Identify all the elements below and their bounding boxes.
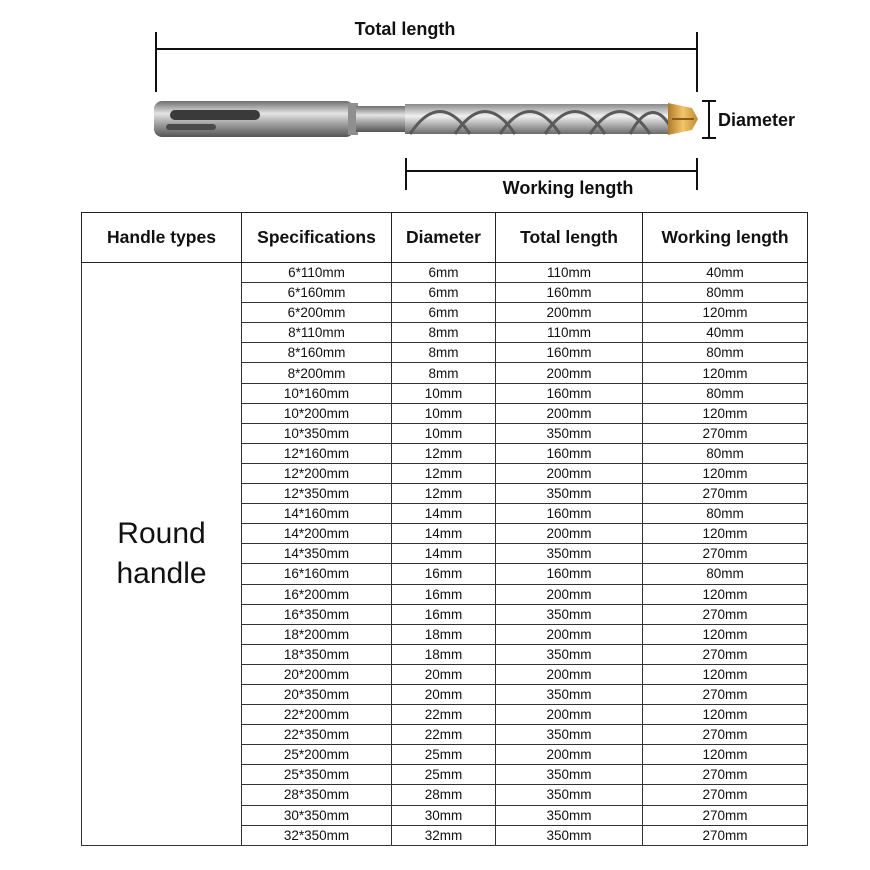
spec-cell: 6*200mm [242,303,392,323]
spec-cell: 8*160mm [242,343,392,363]
working-length-cell: 80mm [643,504,808,524]
working-length-dimension [406,158,697,198]
spec-cell: 12*200mm [242,463,392,483]
diameter-cell: 16mm [392,584,496,604]
working-length-cell: 120mm [643,664,808,684]
total-length-cell: 350mm [496,544,643,564]
diameter-cell: 10mm [392,423,496,443]
spec-cell: 30*350mm [242,805,392,825]
total-length-cell: 200mm [496,463,643,483]
working-length-label: Working length [502,178,634,198]
total-length-cell: 350mm [496,484,643,504]
spec-cell: 16*160mm [242,564,392,584]
working-length-cell: 80mm [643,443,808,463]
total-length-cell: 200mm [496,524,643,544]
diameter-cell: 16mm [392,604,496,624]
diameter-cell: 10mm [392,403,496,423]
spec-cell: 16*350mm [242,604,392,624]
spec-cell: 12*160mm [242,443,392,463]
total-length-cell: 200mm [496,403,643,423]
total-length-cell: 350mm [496,725,643,745]
spec-cell: 14*160mm [242,504,392,524]
working-length-cell: 120mm [643,524,808,544]
header-specifications: Specifications [242,213,392,263]
diameter-cell: 28mm [392,785,496,805]
working-length-cell: 270mm [643,544,808,564]
total-length-cell: 200mm [496,303,643,323]
total-length-cell: 350mm [496,604,643,624]
diameter-cell: 18mm [392,624,496,644]
total-length-cell: 350mm [496,785,643,805]
header-working-length: Working length [643,213,808,263]
spec-cell: 22*350mm [242,725,392,745]
total-length-cell: 350mm [496,825,643,845]
working-length-cell: 120mm [643,624,808,644]
total-length-dimension [156,19,697,92]
spec-cell: 32*350mm [242,825,392,845]
diameter-cell: 6mm [392,283,496,303]
working-length-cell: 120mm [643,463,808,483]
total-length-cell: 200mm [496,705,643,725]
total-length-cell: 110mm [496,323,643,343]
working-length-cell: 120mm [643,745,808,765]
spec-cell: 6*110mm [242,263,392,283]
working-length-cell: 270mm [643,725,808,745]
working-length-cell: 120mm [643,363,808,383]
diameter-cell: 12mm [392,463,496,483]
working-length-cell: 40mm [643,323,808,343]
table-header-row [82,213,808,263]
working-length-cell: 80mm [643,283,808,303]
working-length-cell: 270mm [643,684,808,704]
total-length-cell: 350mm [496,765,643,785]
spec-cell: 25*350mm [242,765,392,785]
spec-cell: 10*350mm [242,423,392,443]
table-row [82,263,808,283]
diameter-cell: 8mm [392,343,496,363]
spec-cell: 10*160mm [242,383,392,403]
header-diameter: Diameter [392,213,496,263]
spec-cell: 14*350mm [242,544,392,564]
diameter-cell: 18mm [392,644,496,664]
total-length-cell: 350mm [496,423,643,443]
specification-table [81,212,808,846]
working-length-cell: 270mm [643,765,808,785]
working-length-cell: 270mm [643,825,808,845]
total-length-cell: 160mm [496,564,643,584]
spec-cell: 22*200mm [242,705,392,725]
total-length-cell: 200mm [496,584,643,604]
total-length-cell: 200mm [496,664,643,684]
total-length-cell: 110mm [496,263,643,283]
working-length-cell: 80mm [643,343,808,363]
diameter-cell: 20mm [392,684,496,704]
diameter-cell: 8mm [392,323,496,343]
spec-cell: 6*160mm [242,283,392,303]
spec-cell: 20*350mm [242,684,392,704]
header-total-length: Total length [496,213,643,263]
working-length-cell: 270mm [643,644,808,664]
working-length-cell: 120mm [643,303,808,323]
working-length-cell: 40mm [643,263,808,283]
working-length-cell: 80mm [643,383,808,403]
diameter-cell: 16mm [392,564,496,584]
header-handle-types: Handle types [82,213,242,263]
total-length-cell: 350mm [496,684,643,704]
diameter-cell: 6mm [392,263,496,283]
diameter-cell: 22mm [392,725,496,745]
diameter-cell: 30mm [392,805,496,825]
diameter-cell: 25mm [392,745,496,765]
spec-cell: 10*200mm [242,403,392,423]
spec-cell: 8*110mm [242,323,392,343]
diameter-cell: 8mm [392,363,496,383]
total-length-cell: 160mm [496,383,643,403]
spec-cell: 20*200mm [242,664,392,684]
diameter-cell: 14mm [392,524,496,544]
handle-type-cell: Round handle [82,263,242,846]
working-length-cell: 270mm [643,484,808,504]
diameter-cell: 20mm [392,664,496,684]
diameter-label: Diameter [718,110,796,130]
diameter-cell: 12mm [392,443,496,463]
working-length-cell: 120mm [643,403,808,423]
spec-cell: 12*350mm [242,484,392,504]
diameter-cell: 32mm [392,825,496,845]
diameter-cell: 6mm [392,303,496,323]
sds-drill-bit-icon [154,101,698,137]
total-length-cell: 200mm [496,745,643,765]
drill-bit-diagram [0,0,870,210]
total-length-label: Total length [354,19,456,39]
spec-cell: 16*200mm [242,584,392,604]
diameter-cell: 14mm [392,504,496,524]
working-length-cell: 270mm [643,805,808,825]
total-length-cell: 160mm [496,504,643,524]
spec-cell: 18*350mm [242,644,392,664]
diameter-dimension [702,101,795,138]
working-length-cell: 270mm [643,423,808,443]
spec-cell: 25*200mm [242,745,392,765]
diameter-cell: 25mm [392,765,496,785]
spec-cell: 28*350mm [242,785,392,805]
total-length-cell: 160mm [496,443,643,463]
working-length-cell: 120mm [643,584,808,604]
spec-cell: 18*200mm [242,624,392,644]
working-length-cell: 80mm [643,564,808,584]
spec-cell: 8*200mm [242,363,392,383]
diameter-cell: 22mm [392,705,496,725]
diameter-cell: 12mm [392,484,496,504]
diameter-cell: 14mm [392,544,496,564]
diameter-cell: 10mm [392,383,496,403]
total-length-cell: 350mm [496,644,643,664]
total-length-cell: 160mm [496,343,643,363]
working-length-cell: 270mm [643,785,808,805]
working-length-cell: 270mm [643,604,808,624]
total-length-cell: 200mm [496,624,643,644]
total-length-cell: 350mm [496,805,643,825]
total-length-cell: 160mm [496,283,643,303]
total-length-cell: 200mm [496,363,643,383]
spec-cell: 14*200mm [242,524,392,544]
working-length-cell: 120mm [643,705,808,725]
